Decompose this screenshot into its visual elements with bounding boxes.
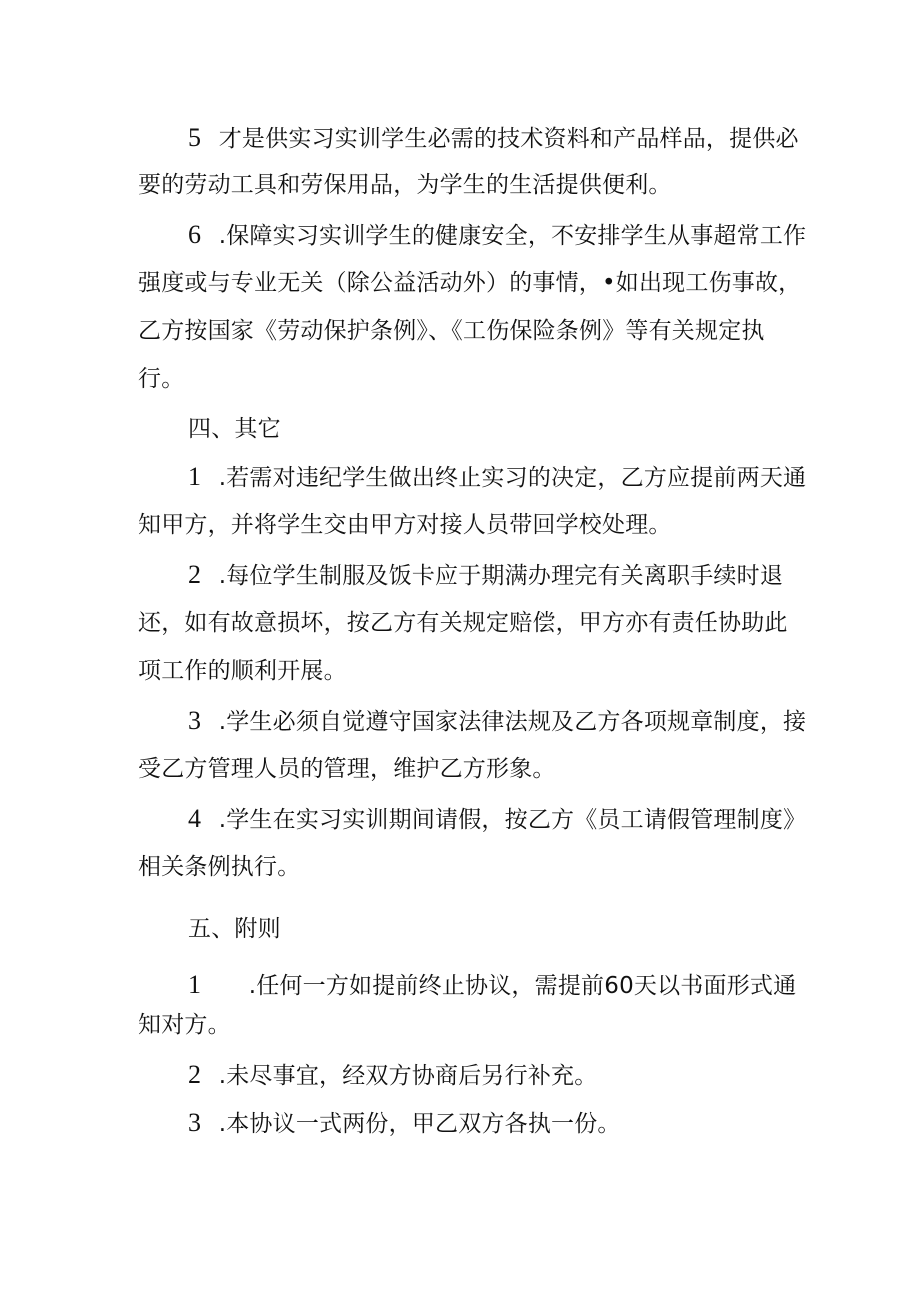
section-5-item-1-line-1	[188, 970, 796, 1001]
section-4-item-4-number: 4	[188, 804, 202, 833]
section-4-item-2-text-3: 项工作的顺利开展。	[138, 658, 347, 684]
section-4-item-4-line-1	[188, 804, 806, 835]
clause-6-line-1	[188, 220, 806, 251]
section-5-item-1-text-2: 知对方。	[138, 1012, 231, 1038]
clause-5-line-2	[138, 170, 672, 200]
clause-6-text-1: .保障实习实训学生的健康安全，不安排学生从事超常工作	[218, 223, 807, 249]
section-5-item-3-line-1	[188, 1108, 621, 1139]
clause-6-text-3: 乙方按国家《劳动保护条例》、《工伤保险条例》等有关规定执	[138, 318, 765, 344]
clause-6-line-2	[138, 268, 801, 298]
clause-6-line-3	[138, 316, 765, 346]
clause-6-number: 6	[188, 220, 202, 249]
section-5-item-2-text-1: .未尽事宜，经双方协商后另行补充。	[218, 1063, 598, 1089]
section-4-item-4-text-1: .学生在实习实训期间请假，按乙方《员工请假管理制度》	[218, 807, 807, 833]
section-4-item-1-line-2	[138, 510, 672, 540]
section-4-item-2-line-3	[138, 656, 347, 686]
section-5-item-1-number: 1	[188, 970, 202, 999]
section-4-item-2-line-1	[188, 560, 783, 591]
section-4-item-1-text-1: .若需对违纪学生做出终止实习的决定，乙方应提前两天通	[218, 465, 807, 491]
clause-5-line-1	[188, 123, 799, 154]
section-4-item-3-line-1	[188, 706, 806, 737]
section-4-item-1-text-2: 知甲方，并将学生交由甲方对接人员带回学校处理。	[138, 512, 672, 538]
section-4-item-1-line-1	[188, 462, 806, 493]
section-4-item-1-number: 1	[188, 462, 202, 491]
section-5-item-3-text-1: .本协议一式两份，甲乙双方各执一份。	[218, 1111, 621, 1137]
section-4-heading-text: 四、其它	[188, 416, 281, 442]
section-4-item-3-number: 3	[188, 706, 202, 735]
section-5-item-2-line-1	[188, 1060, 597, 1091]
clause-5-text-1: 才是供实习实训学生必需的技术资料和产品样品，提供必	[218, 126, 799, 152]
section-5-item-3-number: 3	[188, 1108, 202, 1137]
clause-6-text-4: 行。	[138, 366, 185, 392]
section-4-item-4-line-2	[138, 852, 300, 882]
section-4-item-3-line-2	[138, 754, 556, 784]
clause-6-line-4	[138, 364, 184, 394]
clause-5-text-2: 要的劳动工具和劳保用品，为学生的生活提供便利。	[138, 172, 672, 198]
section-4-item-3-text-1: .学生必须自觉遵守国家法律法规及乙方各项规章制度，接	[218, 709, 807, 735]
section-4-item-2-text-1: .每位学生制服及饭卡应于期满办理完有关离职手续时退	[218, 563, 784, 589]
section-5-item-1-line-2	[138, 1010, 231, 1040]
section-5-heading	[188, 914, 281, 944]
clause-6-text-2: 强度或与专业无关（除公益活动外）的事情，•如出现工伤事故，	[138, 270, 802, 296]
section-4-item-2-text-2: 还，如有故意损坏，按乙方有关规定赔偿，甲方亦有责任协助此	[138, 610, 788, 636]
section-4-heading	[188, 414, 281, 444]
section-5-heading-text: 五、附则	[188, 916, 281, 942]
section-4-item-2-line-2	[138, 608, 788, 638]
section-5-item-1-text-1: .任何一方如提前终止协议，需提前60天以书面形式通	[248, 973, 797, 999]
section-4-item-2-number: 2	[188, 560, 202, 589]
section-5-item-2-number: 2	[188, 1060, 202, 1089]
section-4-item-4-text-2: 相关条例执行。	[138, 854, 301, 880]
section-4-item-3-text-2: 受乙方管理人员的管理，维护乙方形象。	[138, 756, 556, 782]
clause-5-number: 5	[188, 123, 202, 152]
